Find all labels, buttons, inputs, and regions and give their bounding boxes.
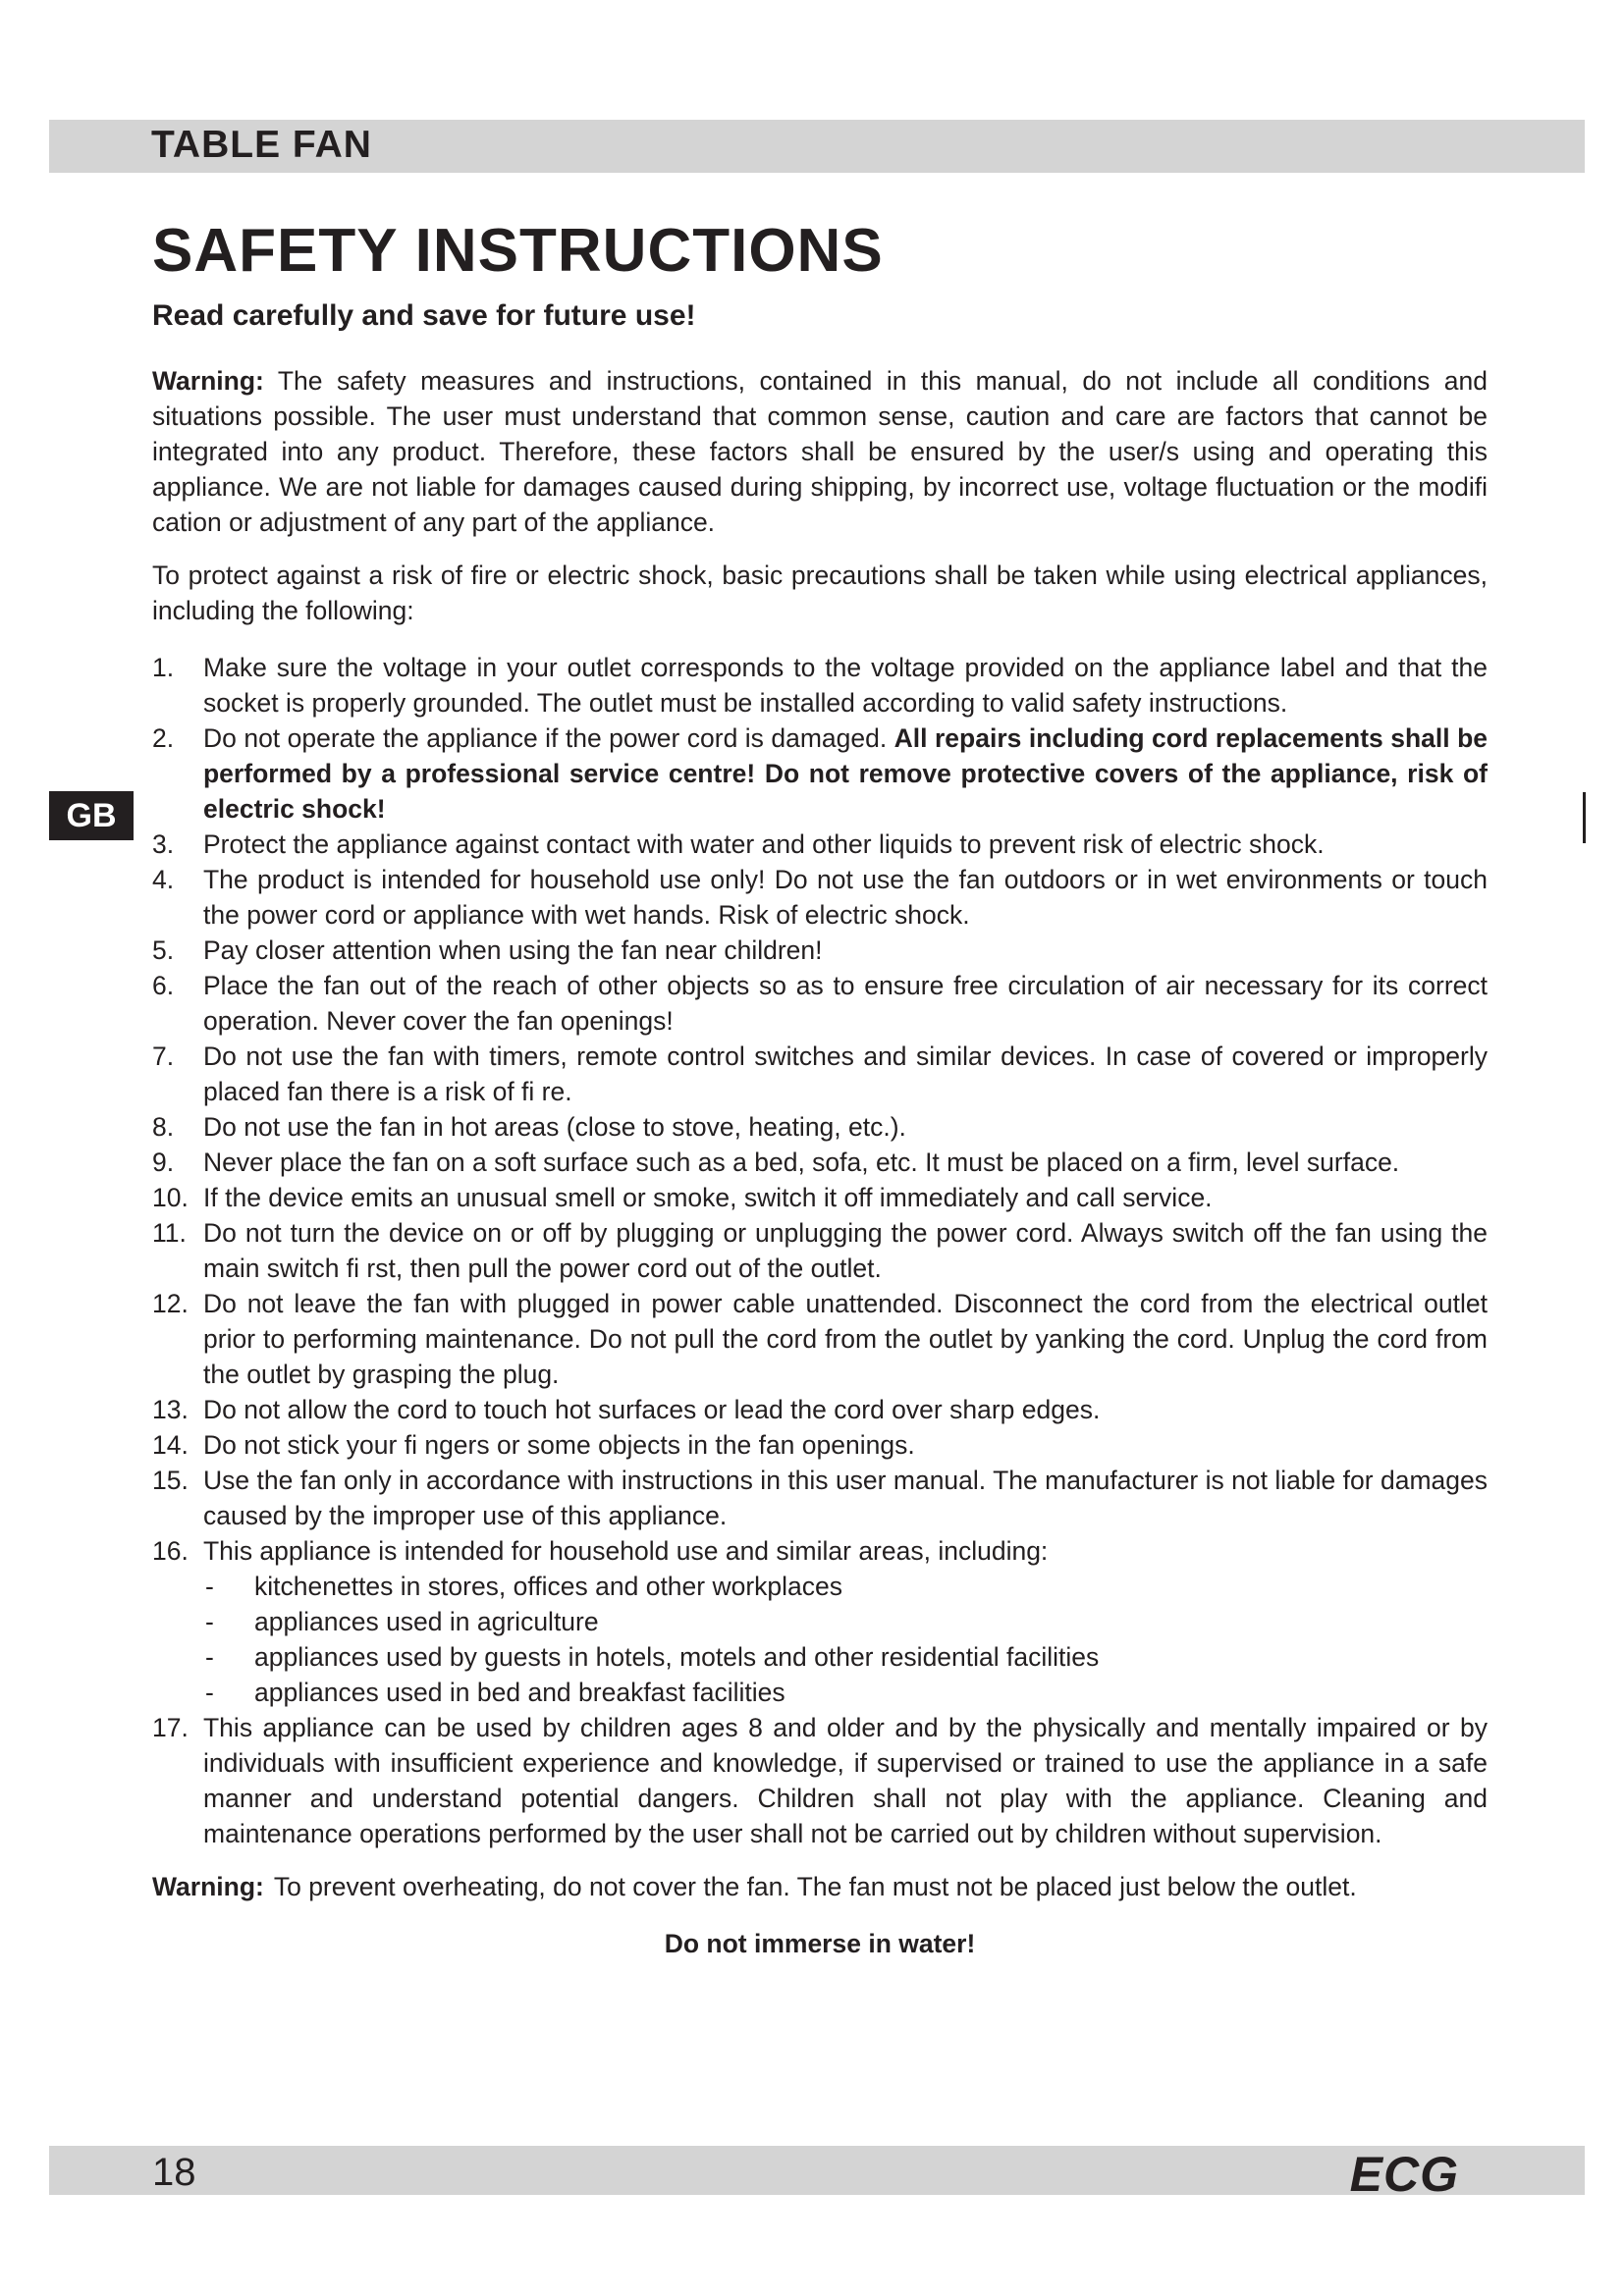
instruction-text: The product is intended for household use only! Do not use the fan outdoors or in wet environments or touch the power cord or appliance with wet hands. Risk of electric shock. bbox=[203, 865, 1488, 930]
instruction-text: Do not use the fan in hot areas (close to stove, heating, etc.). bbox=[203, 1112, 906, 1142]
instruction-item bbox=[152, 968, 1488, 1039]
instruction-number: 17. bbox=[152, 1713, 189, 1742]
intro-warning-paragraph bbox=[152, 363, 1488, 540]
instruction-number: 7. bbox=[152, 1041, 175, 1071]
instruction-item bbox=[152, 721, 1488, 827]
instruction-item bbox=[152, 1533, 1488, 1710]
product-title: TABLE FAN bbox=[151, 124, 372, 166]
final-warning-label: Warning: bbox=[152, 1872, 264, 1901]
instruction-item bbox=[152, 827, 1488, 862]
instruction-item bbox=[152, 1215, 1488, 1286]
instruction-subitem: - appliances used by guests in hotels, motels and other residential facilities bbox=[203, 1639, 1488, 1675]
instruction-number: 10. bbox=[152, 1183, 189, 1212]
instruction-subitem: - appliances used in agriculture bbox=[203, 1604, 1488, 1639]
instruction-number: 16. bbox=[152, 1536, 189, 1566]
instruction-number: 3. bbox=[152, 829, 175, 859]
final-warning-paragraph bbox=[152, 1869, 1488, 1904]
instruction-item bbox=[152, 1109, 1488, 1145]
instruction-item bbox=[152, 1039, 1488, 1109]
instruction-bold-text: All repairs including cord replacements shall be performed by a professional service centre! Do not remove protective covers of the appliance, risk of electric shock! bbox=[203, 723, 1488, 824]
instruction-number: 13. bbox=[152, 1395, 189, 1424]
instruction-text: Place the fan out of the reach of other objects so as to ensure free circulation of air necessary for its correct operation. Never cover the fan openings! bbox=[203, 971, 1488, 1036]
instruction-item bbox=[152, 862, 1488, 933]
instruction-subitem: - appliances used in bed and breakfast facilities bbox=[203, 1675, 1488, 1710]
instruction-item bbox=[152, 933, 1488, 968]
instruction-text: Use the fan only in accordance with instructions in this user manual. The manufacturer is not liable for damages caused by the improper use of this appliance. bbox=[203, 1466, 1488, 1530]
instruction-item bbox=[152, 1392, 1488, 1427]
instruction-text: This appliance is intended for household use and similar areas, including: bbox=[203, 1536, 1049, 1566]
instruction-sublist bbox=[203, 1569, 1488, 1710]
instruction-text: Protect the appliance against contact with water and other liquids to prevent risk of electric shock. bbox=[203, 829, 1325, 859]
instruction-item bbox=[152, 1145, 1488, 1180]
instruction-number: 6. bbox=[152, 971, 175, 1000]
instruction-item bbox=[152, 1463, 1488, 1533]
instruction-text: Do not turn the device on or off by plugging or unplugging the power cord. Always switch off the fan using the main switch fi rst, then pull the power cord out of the outlet. bbox=[203, 1218, 1488, 1283]
instruction-text: Make sure the voltage in your outlet corresponds to the voltage provided on the appliance label and that the socket is properly grounded. The outlet must be installed according to valid safety instructions. bbox=[203, 653, 1488, 718]
instruction-item bbox=[152, 1710, 1488, 1851]
header-bar bbox=[49, 120, 1585, 173]
instruction-text: Pay closer attention when using the fan near children! bbox=[203, 935, 823, 965]
page-number: 18 bbox=[152, 2151, 196, 2194]
instruction-text: Do not use the fan with timers, remote control switches and similar devices. In case of covered or improperly placed fan there is a risk of fi re. bbox=[203, 1041, 1488, 1106]
instruction-text: Do not allow the cord to touch hot surfaces or lead the cord over sharp edges. bbox=[203, 1395, 1101, 1424]
instruction-text: Do not leave the fan with plugged in power cable unattended. Disconnect the cord from the electrical outlet prior to performing maintenance. Do not pull the cord from the outlet by yanking the cord. Unplug the cord from the outlet by grasping the plug. bbox=[203, 1289, 1488, 1389]
instruction-text: Never place the fan on a soft surface such as a bed, sofa, etc. It must be placed on a firm, level surface. bbox=[203, 1148, 1400, 1177]
instruction-text: Do not operate the appliance if the power cord is damaged. bbox=[203, 723, 894, 753]
ecg-logo: ECG bbox=[1349, 2147, 1459, 2202]
warning-text: The safety measures and instructions, contained in this manual, do not include all conditions and situations possible. The user must understand that common sense, caution and care are factors that cannot be integrated into any product. Therefore, these factors shall be ensured by the user/s using and operating this appliance. We are not liable for damages caused during shipping, by incorrect use, voltage fluctuation or the modifi cation or adjustment of any part of the appliance. bbox=[152, 366, 1488, 537]
instruction-text: Do not stick your fi ngers or some objects in the fan openings. bbox=[203, 1430, 915, 1460]
instruction-subitem: - kitchenettes in stores, offices and other workplaces bbox=[203, 1569, 1488, 1604]
instruction-item bbox=[152, 1427, 1488, 1463]
footer-bar bbox=[49, 2146, 1585, 2202]
safety-content bbox=[152, 363, 1488, 1961]
page-title: SAFETY INSTRUCTIONS bbox=[152, 217, 884, 285]
instruction-number: 14. bbox=[152, 1430, 189, 1460]
instruction-text: This appliance can be used by children ages 8 and older and by the physically and mentally impaired or by individuals with insufficient experience and knowledge, if supervised or trained to use the appliance in a safe manner and understand potential dangers. Children shall not play with the appliance. Cleaning and maintenance operations performed by the user shall not be carried out by children without supervision. bbox=[203, 1713, 1488, 1848]
instruction-number: 8. bbox=[152, 1112, 175, 1142]
instruction-number: 15. bbox=[152, 1466, 189, 1495]
page-subtitle: Read carefully and save for future use! bbox=[152, 299, 696, 332]
final-warning-text: To prevent overheating, do not cover the fan. The fan must not be placed just below the outlet. bbox=[273, 1872, 1357, 1901]
warning-label: Warning: bbox=[152, 366, 264, 396]
instruction-number: 4. bbox=[152, 865, 175, 894]
instruction-number: 1. bbox=[152, 653, 175, 682]
intro-protect-paragraph: To protect against a risk of fire or electric shock, basic precautions shall be taken while using electrical appliances, including the following: bbox=[152, 561, 1488, 625]
instruction-item bbox=[152, 1286, 1488, 1392]
instruction-number: 2. bbox=[152, 723, 175, 753]
language-badge: GB bbox=[49, 791, 134, 840]
instruction-number: 9. bbox=[152, 1148, 175, 1177]
instruction-item bbox=[152, 650, 1488, 721]
instruction-text: If the device emits an unusual smell or smoke, switch it off immediately and call service. bbox=[203, 1183, 1213, 1212]
instruction-number: 11. bbox=[152, 1218, 187, 1248]
instruction-item bbox=[152, 1180, 1488, 1215]
do-not-immerse-note: Do not immerse in water! bbox=[664, 1929, 976, 1958]
instruction-number: 5. bbox=[152, 935, 175, 965]
instruction-number: 12. bbox=[152, 1289, 189, 1318]
instructions-list bbox=[152, 650, 1488, 1851]
margin-mark bbox=[1583, 792, 1586, 843]
